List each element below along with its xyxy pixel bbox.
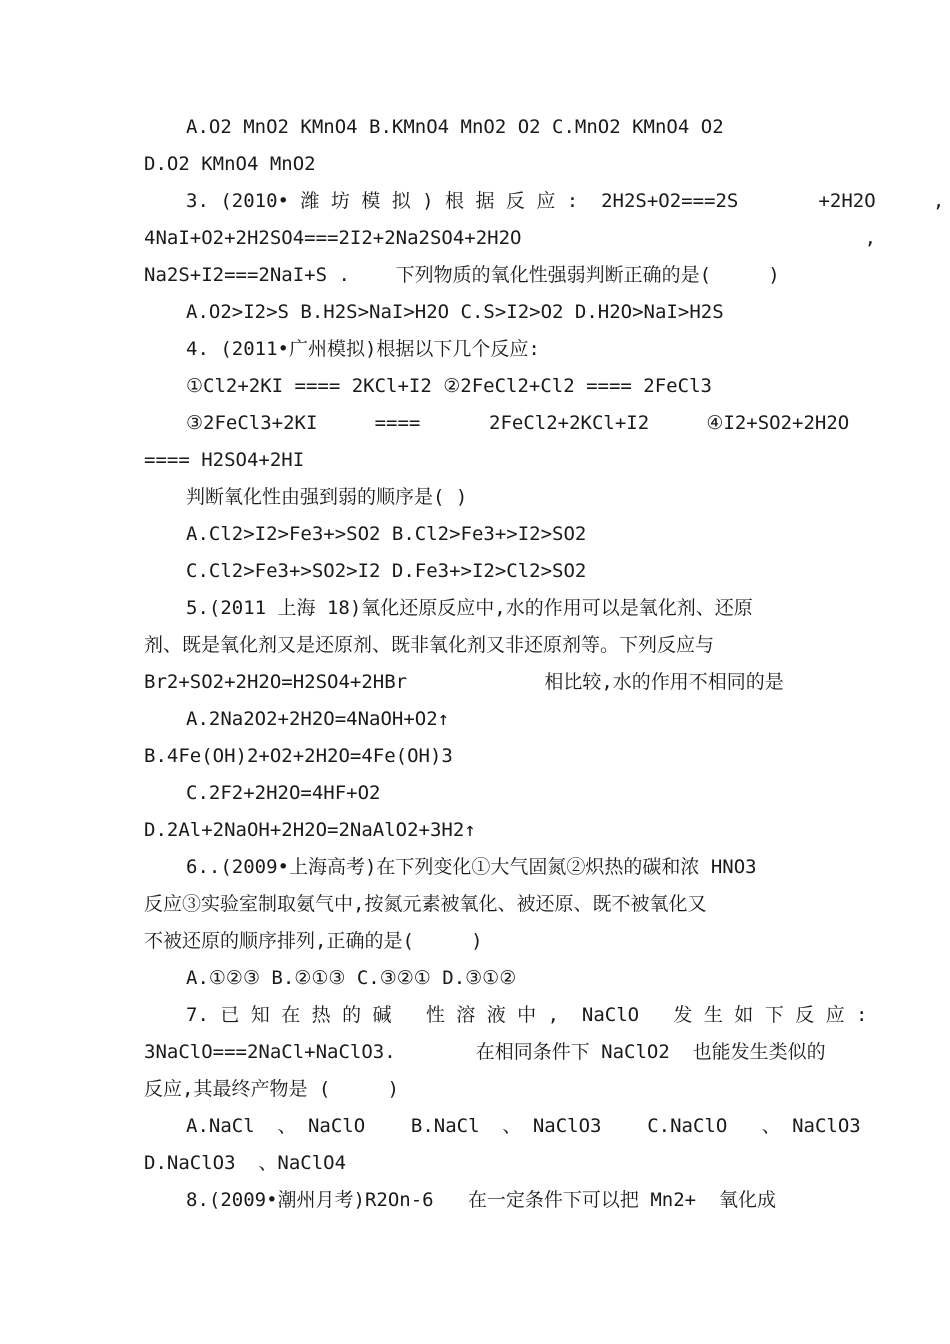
text-line: A.Cl2>I2>Fe3+>SO2 B.Cl2>Fe3+>I2>SO2	[186, 523, 587, 545]
text-line: A.O2>I2>S B.H2S>NaI>H2O C.S>I2>O2 D.H2O>NaI>H2S	[186, 301, 724, 323]
text-line: 6..(2009•上海高考)在下列变化①大气固氮②炽热的碳和浓 HNO3	[186, 856, 757, 878]
text-line: A.NaCl 、 NaClO B.NaCl 、 NaClO3 C.NaClO 、 NaClO3	[186, 1115, 861, 1137]
text-line: 3NaClO===2NaCl+NaClO3. 在相同条件下 NaClO2 也能发生类似的	[144, 1041, 826, 1063]
text-line: A.2Na2O2+2H2O=4NaOH+O2↑	[186, 708, 450, 730]
text-line: 剂、既是氧化剂又是还原剂、既非氧化剂又非还原剂等。下列反应与	[144, 634, 715, 656]
text-line: 判断氧化性由强到弱的顺序是( )	[186, 486, 468, 508]
text-line: 不被还原的顺序排列,正确的是( )	[144, 930, 483, 952]
text-line: A.①②③ B.②①③ C.③②① D.③①②	[186, 967, 517, 989]
text-line: D.2Al+2NaOH+2H2O=2NaAlO2+3H2↑	[144, 819, 476, 841]
text-line: ③2FeCl3+2KI ==== 2FeCl2+2KCl+I2 ④I2+SO2+2H2O	[186, 412, 850, 434]
text-line: D.O2 KMnO4 MnO2	[144, 153, 316, 175]
text-line: 反应③实验室制取氨气中,按氮元素被氧化、被还原、既不被氧化又	[144, 893, 707, 915]
text-line: ①Cl2+2KI ==== 2KCl+I2 ②2FeCl2+Cl2 ==== 2FeCl3	[186, 375, 712, 397]
text-line: 3. (2010• 潍 坊 模 拟 ) 根 据 反 应 : 2H2S+O2===2S +2H2O ,	[186, 190, 945, 212]
text-line: 4NaI+O2+2H2SO4===2I2+2Na2SO4+2H2O ,	[144, 227, 877, 249]
text-line: A.O2 MnO2 KMnO4 B.KMnO4 MnO2 O2 C.MnO2 KMnO4 O2	[186, 116, 724, 138]
text-line: 8.(2009•潮州月考)R2On-6 在一定条件下可以把 Mn2+ 氧化成	[186, 1189, 776, 1211]
text-line: C.2F2+2H2O=4HF+O2	[186, 782, 381, 804]
text-line: C.Cl2>Fe3+>SO2>I2 D.Fe3+>I2>Cl2>SO2	[186, 560, 587, 582]
text-line: Br2+SO2+2H2O=H2SO4+2HBr 相比较,水的作用不相同的是	[144, 671, 784, 693]
text-line: 7. 已 知 在 热 的 碱 性 溶 液 中 , NaClO 发 生 如 下 反 应 :	[186, 1004, 868, 1026]
text-line: 4. (2011•广州模拟)根据以下几个反应:	[186, 338, 540, 360]
text-line: 反应,其最终产物是 ( )	[144, 1078, 399, 1100]
text-line: ==== H2SO4+2HI	[144, 449, 305, 471]
text-line: D.NaClO3 、NaClO4	[144, 1152, 347, 1174]
text-line: Na2S+I2===2NaI+S . 下列物质的氧化性强弱判断正确的是( )	[144, 264, 780, 286]
text-line: 5.(2011 上海 18)氧化还原反应中,水的作用可以是氧化剂、还原	[186, 597, 753, 619]
text-line: B.4Fe(OH)2+O2+2H2O=4Fe(OH)3	[144, 745, 453, 767]
